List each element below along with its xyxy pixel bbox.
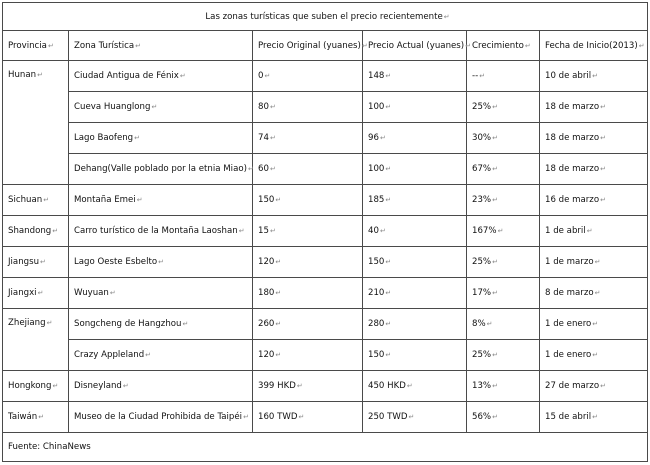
- table-cell: 260↵: [253, 309, 363, 340]
- table-cell: 120↵: [253, 340, 363, 371]
- province-cell: Hongkong↵: [3, 371, 69, 402]
- table-cell: Dehang(Valle poblado por la etnia Miao)↵: [69, 154, 253, 185]
- header-cell: Fecha de Inicio(2013)↵: [540, 31, 648, 61]
- table-cell: 17%↵: [467, 278, 540, 309]
- province-cell: Jiangsu↵: [3, 247, 69, 278]
- table-cell: 8 de marzo↵: [540, 278, 648, 309]
- table-cell: 250 TWD↵: [363, 402, 467, 433]
- header-cell: Precio Original (yuanes)↵: [253, 31, 363, 61]
- table-title-row: [3, 3, 648, 31]
- table-cell: Carro turístico de la Montaña Laoshan↵: [69, 216, 253, 247]
- table-cell: 25%↵: [467, 247, 540, 278]
- table-cell: 23%↵: [467, 185, 540, 216]
- table-cell: 8%↵: [467, 309, 540, 340]
- table-cell: 40↵: [363, 216, 467, 247]
- document-page: [2, 2, 647, 461]
- table-cell: --↵: [467, 61, 540, 92]
- table-cell: Songcheng de Hangzhou↵: [69, 309, 253, 340]
- table-cell: 30%↵: [467, 123, 540, 154]
- table-cell: Crazy Appleland↵: [69, 340, 253, 371]
- table-cell: Cueva Huanglong↵: [69, 92, 253, 123]
- table-cell: 180↵: [253, 278, 363, 309]
- header-row: [3, 31, 648, 61]
- table-cell: 16 de marzo↵: [540, 185, 648, 216]
- table-row: [3, 61, 648, 92]
- table-cell: 150↵: [363, 340, 467, 371]
- table-row: [3, 278, 648, 309]
- table-cell: 1 de enero↵: [540, 340, 648, 371]
- table-cell: 1 de enero↵: [540, 309, 648, 340]
- table-cell: 120↵: [253, 247, 363, 278]
- table-cell: Disneyland↵: [69, 371, 253, 402]
- table-cell: 18 de marzo↵: [540, 154, 648, 185]
- table-row: [3, 185, 648, 216]
- table-cell: 15↵: [253, 216, 363, 247]
- table-cell: 280↵: [363, 309, 467, 340]
- table-cell: 1 de marzo↵: [540, 247, 648, 278]
- province-cell: Jiangxi↵: [3, 278, 69, 309]
- table-row: [3, 216, 648, 247]
- province-cell: Sichuan↵: [3, 185, 69, 216]
- province-cell: Taiwán↵: [3, 402, 69, 433]
- table-row: [3, 371, 648, 402]
- table-cell: 27 de marzo↵: [540, 371, 648, 402]
- table-cell: 67%↵: [467, 154, 540, 185]
- table-cell: 13%↵: [467, 371, 540, 402]
- table-cell: 185↵: [363, 185, 467, 216]
- province-cell: Hunan↵: [3, 61, 69, 185]
- table-cell: Wuyuan↵: [69, 278, 253, 309]
- table-row: [3, 340, 648, 371]
- table-cell: 1 de abril↵: [540, 216, 648, 247]
- table-cell: 210↵: [363, 278, 467, 309]
- table-cell: 15 de abril↵: [540, 402, 648, 433]
- table-cell: 150↵: [253, 185, 363, 216]
- table-row: [3, 123, 648, 154]
- table-cell: Lago Oeste Esbelto↵: [69, 247, 253, 278]
- table-cell: 160 TWD↵: [253, 402, 363, 433]
- table-cell: 18 de marzo↵: [540, 123, 648, 154]
- table-cell: 25%↵: [467, 340, 540, 371]
- source-row: [3, 433, 648, 462]
- table-cell: 148↵: [363, 61, 467, 92]
- table-cell: 399 HKD↵: [253, 371, 363, 402]
- header-cell: Zona Turística↵: [69, 31, 253, 61]
- table-row: [3, 247, 648, 278]
- table-cell: 150↵: [363, 247, 467, 278]
- table-cell: Museo de la Ciudad Prohibida de Taipéi↵: [69, 402, 253, 433]
- table-cell: 10 de abril↵: [540, 61, 648, 92]
- table-cell: 167%↵: [467, 216, 540, 247]
- price-table: [2, 2, 648, 462]
- table-row: [3, 154, 648, 185]
- table-row: [3, 92, 648, 123]
- table-row: [3, 309, 648, 340]
- table-cell: 18 de marzo↵: [540, 92, 648, 123]
- table-cell: 60↵: [253, 154, 363, 185]
- table-cell: 80↵: [253, 92, 363, 123]
- table-cell: Lago Baofeng↵: [69, 123, 253, 154]
- header-cell: Crecimiento↵: [467, 31, 540, 61]
- header-cell: Precio Actual (yuanes)↵: [363, 31, 467, 61]
- table-title: Las zonas turísticas que suben el precio recientemente↵: [3, 3, 648, 31]
- table-cell: Ciudad Antigua de Fénix↵: [69, 61, 253, 92]
- header-cell: Provincia↵: [3, 31, 69, 61]
- source-note: Fuente: ChinaNews: [3, 433, 648, 462]
- table-cell: 100↵: [363, 92, 467, 123]
- table-cell: 100↵: [363, 154, 467, 185]
- table-cell: 25%↵: [467, 92, 540, 123]
- table-row: [3, 402, 648, 433]
- table-cell: 74↵: [253, 123, 363, 154]
- table-cell: 0↵: [253, 61, 363, 92]
- table-cell: 56%↵: [467, 402, 540, 433]
- table-cell: 96↵: [363, 123, 467, 154]
- province-cell: Shandong↵: [3, 216, 69, 247]
- table-cell: Montaña Emei↵: [69, 185, 253, 216]
- province-cell: Zhejiang↵: [3, 309, 69, 371]
- table-cell: 450 HKD↵: [363, 371, 467, 402]
